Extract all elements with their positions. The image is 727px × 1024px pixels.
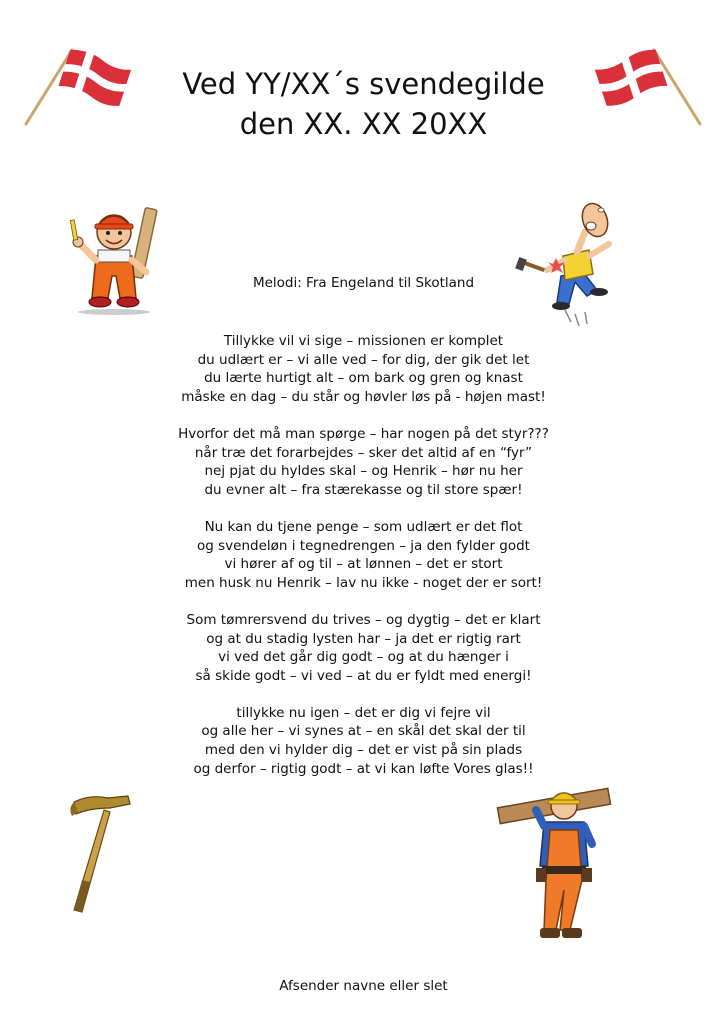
lyric-line: med den vi hylder dig – det er vist på sin plads (204, 742, 523, 759)
lyric-line: du lærte hurtigt alt – om bark og gren og knast (204, 370, 523, 387)
lyric-line: og at du stadig lysten har – ja det er rigtig rart (206, 630, 521, 647)
lyric-line: men husk nu Henrik – lav nu ikke - noget der er sort! (184, 574, 543, 591)
page-title (0, 64, 727, 144)
stanza (0, 518, 727, 592)
lyric-line: Hvorfor det må man spørge – har nogen på det styr??? (178, 425, 549, 442)
lyric-line: du evner alt – fra stærekasse og til store spær! (204, 481, 523, 498)
worker-carrying-plank-icon (496, 780, 616, 950)
sender-names: Afsender navne eller slet (279, 978, 448, 994)
hammer-icon (60, 790, 140, 920)
lyric-line: og svendeløn i tegnedrengen – ja den fylder godt (197, 537, 530, 554)
cartoon-carpenter-icon (64, 198, 164, 316)
lyric-line: tillykke nu igen – det er dig vi fejre vil (236, 704, 491, 721)
lyric-line: Tillykke vil vi sige – missionen er komplet (223, 333, 504, 349)
lyric-line: så skide godt – vi ved – at du er fyldt med energi! (195, 667, 532, 684)
stanza (0, 425, 727, 499)
song-lyrics (0, 332, 727, 797)
lyric-line: Som tømrersvend du trives – og dygtig – det er klart (186, 611, 541, 628)
lyric-line: vi ved det går dig godt – og at du hænger i (218, 649, 509, 666)
lyric-line: nej pjat du hyldes skal – og Henrik – hør nu her (204, 463, 523, 480)
lyric-line: måske en dag – du står og høvler løs på - højen mast! (181, 388, 546, 405)
lyric-line: og alle her – vi synes at – en skål det skal der til (201, 723, 526, 740)
lyric-line: når træ det forarbejdes – sker det altid af en “fyr” (194, 444, 533, 461)
stanza (0, 611, 727, 685)
title-line-1: Ved YY/XX´s svendegilde (182, 67, 545, 101)
title-line-2: den XX. XX 20XX (239, 107, 488, 141)
stanza (0, 704, 727, 778)
stanza (0, 332, 727, 406)
melody-line: Melodi: Fra Engeland til Skotland (252, 275, 475, 291)
lyric-line: vi hører af og til – at lønnen – det er stort (224, 556, 503, 573)
lyric-line: du udlært er – vi alle ved – for dig, der gik det let (197, 351, 530, 368)
lyric-line: og derfor – rigtig godt – at vi kan løfte Vores glas!! (193, 760, 534, 777)
lyric-line: Nu kan du tjene penge – som udlært er det flot (204, 518, 523, 535)
cartoon-worker-hammer-icon (513, 198, 633, 328)
